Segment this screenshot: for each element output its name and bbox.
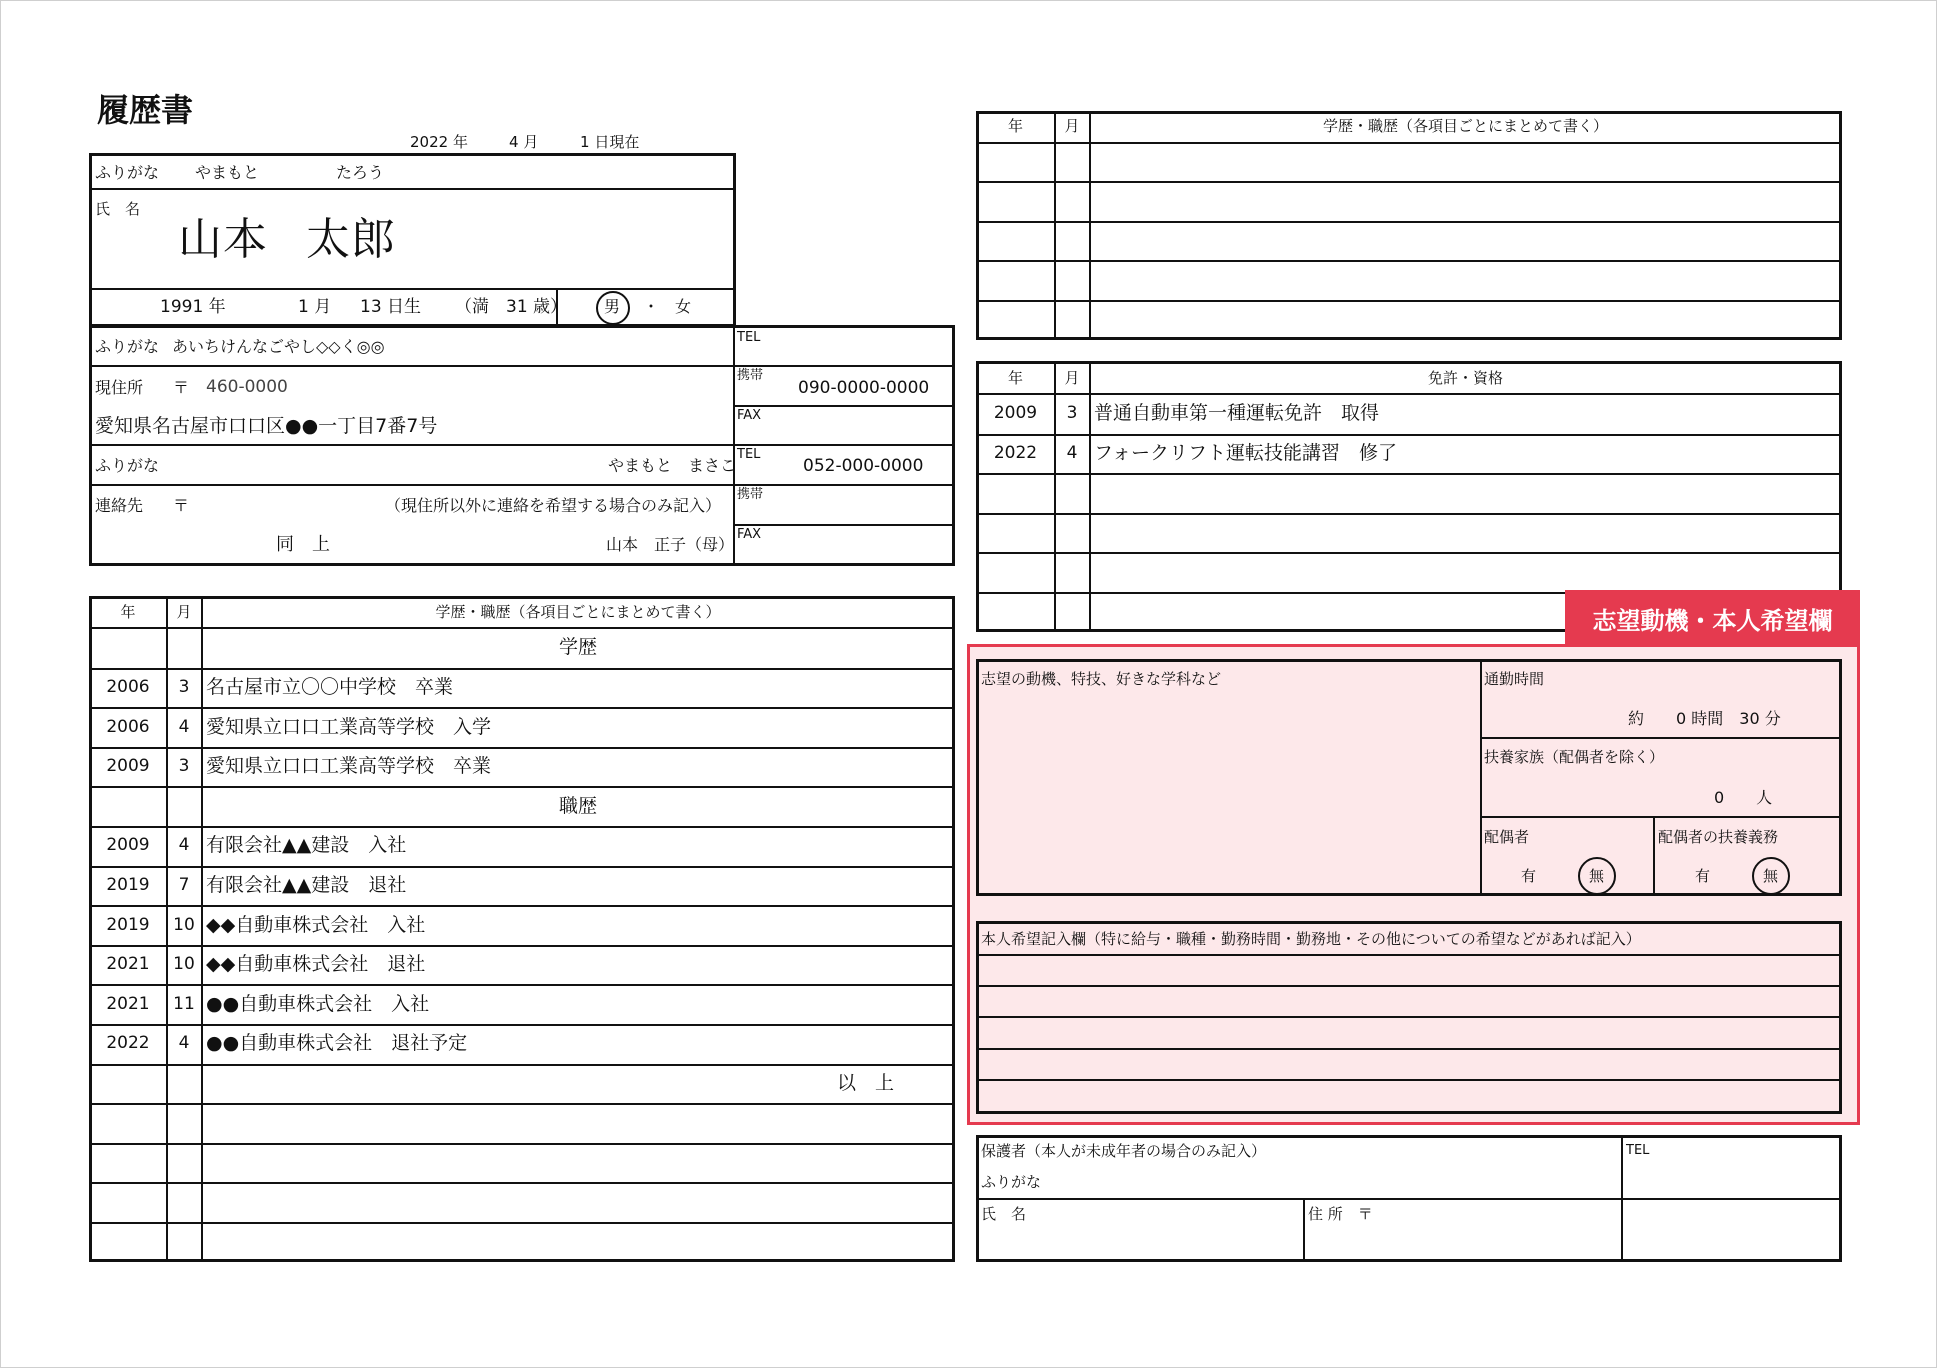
history-col-desc: 学歴・職歴（各項目ごとにまとめて書く） [435, 603, 721, 621]
history-month: 11 [173, 993, 195, 1014]
motivation-box [976, 659, 1842, 896]
history-table-2 [976, 111, 1842, 340]
history2-col-desc: 学歴・職歴（各項目ごとにまとめて書く） [1322, 117, 1608, 135]
birth-day: 13 日生 [360, 297, 422, 317]
address-furigana: あいちけんなごやし◇◇く◎◎ [172, 337, 385, 356]
history-year: 2021 [106, 993, 150, 1014]
history-year: 2009 [106, 835, 150, 856]
guardian-label: 保護者（本人が未成年者の場合のみ記入） [981, 1142, 1267, 1160]
spouse-yes: 有 [1521, 867, 1537, 885]
license-year: 2009 [993, 403, 1038, 424]
history-desc: 以 上 [836, 1071, 894, 1094]
history-desc: ●●自動車株式会社 退社予定 [206, 1032, 468, 1055]
contact-mobile-label: 携帯 [737, 487, 764, 502]
name-label: 氏 名 [95, 200, 141, 218]
furigana-last-name: やまもと [195, 163, 260, 182]
history-desc: 学歴 [558, 636, 597, 659]
address-mobile: 090-0000-0000 [798, 378, 930, 398]
support-label: 配偶者の扶養義務 [1658, 828, 1779, 846]
contact-fax-label: FAX [737, 527, 762, 542]
license-desc: 普通自動車第一種運転免許 取得 [1094, 402, 1380, 425]
contact-tel-label: TEL [737, 447, 761, 462]
name-last: 山本 [178, 214, 268, 265]
license-month: 3 [1066, 403, 1078, 424]
guardian-address-label: 住 所 〒 [1308, 1205, 1373, 1223]
history-desc: ◆◆自動車株式会社 退社 [206, 953, 426, 976]
date-year: 2022 年 [410, 133, 468, 151]
age: （満 31 歳） [455, 297, 568, 317]
history-desc: 有限会社▲▲建設 退社 [206, 873, 407, 896]
document-title: 履歴書 [97, 91, 194, 129]
contact-person: 山本 正子（母） [606, 535, 735, 554]
date-month: 4 月 [509, 133, 539, 151]
history-desc: ●●自動車株式会社 入社 [206, 992, 430, 1015]
contact-note: （現住所以外に連絡を希望する場合のみ記入） [385, 496, 722, 515]
furigana-first-name: たろう [336, 163, 385, 182]
motivation-tab: 志望動機・本人希望欄 [1565, 590, 1860, 647]
contact-label: 連絡先 [95, 496, 144, 515]
history-desc: 愛知県立口口工業高等学校 卒業 [206, 755, 492, 778]
history-desc: 有限会社▲▲建設 入社 [206, 834, 407, 857]
address-fax-label: FAX [737, 408, 762, 423]
address-postal-mark: 〒 [173, 378, 190, 397]
guardian-name-label: 氏 名 [981, 1205, 1027, 1223]
gender-female: 女 [675, 297, 692, 316]
history-month: 4 [178, 835, 190, 856]
history-desc: 名古屋市立〇〇中学校 卒業 [206, 675, 454, 698]
history-year: 2019 [106, 874, 150, 895]
license-year: 2022 [993, 442, 1038, 463]
birth-year: 1991 年 [160, 297, 226, 317]
history-year: 2022 [106, 1033, 150, 1054]
spouse-no: 無 [1589, 867, 1605, 885]
history-desc: 職歴 [558, 794, 597, 817]
history-year: 2006 [106, 716, 150, 737]
guardian-furigana-label: ふりがな [981, 1173, 1042, 1191]
history-year: 2019 [106, 914, 150, 935]
history-month: 10 [173, 914, 195, 935]
history-month: 4 [178, 716, 190, 737]
history-month: 4 [178, 1033, 190, 1054]
history2-col-year: 年 [1007, 117, 1023, 135]
motive-label: 志望の動機、特技、好きな学科など [981, 670, 1222, 688]
furigana-label: ふりがな [95, 163, 160, 182]
history-month: 10 [173, 954, 195, 975]
history-desc: ◆◆自動車株式会社 入社 [206, 913, 426, 936]
support-no: 無 [1763, 867, 1779, 885]
contact-tel: 052-000-0000 [803, 456, 924, 476]
license-month: 4 [1066, 442, 1078, 463]
license-desc: フォークリフト運転技能講習 修了 [1094, 441, 1398, 464]
history-month: 3 [178, 756, 190, 777]
name-first: 太郎 [306, 214, 396, 265]
contact-furigana-label: ふりがな [95, 456, 160, 475]
contact-furigana: やまもと まさこ [608, 456, 737, 475]
history-col-month: 月 [176, 603, 192, 621]
guardian-tel-label: TEL [1626, 1143, 1650, 1158]
history-desc: 愛知県立口口工業高等学校 入学 [206, 715, 492, 738]
gender-male: 男 [604, 297, 621, 316]
history-month: 3 [178, 676, 190, 697]
commute-value: 約 0 時間 30 分 [1628, 709, 1781, 728]
address-label: 現住所 [95, 378, 144, 397]
spouse-label: 配偶者 [1484, 828, 1530, 846]
history-year: 2009 [106, 756, 150, 777]
commute-label: 通勤時間 [1484, 670, 1545, 688]
license-col-desc: 免許・資格 [1427, 369, 1503, 387]
address-postal-code: 460-0000 [206, 377, 288, 397]
dependents-label: 扶養家族（配偶者を除く） [1484, 748, 1665, 766]
history-col-year: 年 [120, 603, 136, 621]
birth-month: 1 月 [298, 297, 332, 317]
wish-label: 本人希望記入欄（特に給与・職種・勤務時間・勤務地・その他についての希望などがあれば記入） [981, 930, 1641, 948]
support-yes: 有 [1695, 867, 1711, 885]
address-furigana-label: ふりがな [95, 337, 160, 356]
address-tel-label: TEL [737, 330, 761, 345]
date-day: 1 日現在 [580, 133, 640, 151]
address-line: 愛知県名古屋市口口区●●一丁目7番7号 [95, 415, 438, 437]
license-col-month: 月 [1064, 369, 1080, 387]
gender-separator: ・ [643, 297, 660, 316]
history-year: 2006 [106, 676, 150, 697]
license-col-year: 年 [1007, 369, 1023, 387]
history2-col-month: 月 [1064, 117, 1080, 135]
history-year: 2021 [106, 954, 150, 975]
contact-same: 同 上 [276, 534, 330, 555]
address-mobile-label: 携帯 [737, 368, 764, 383]
contact-postal-mark: 〒 [173, 496, 190, 515]
dependents-value: 0 人 [1714, 788, 1773, 807]
history-month: 7 [178, 874, 190, 895]
